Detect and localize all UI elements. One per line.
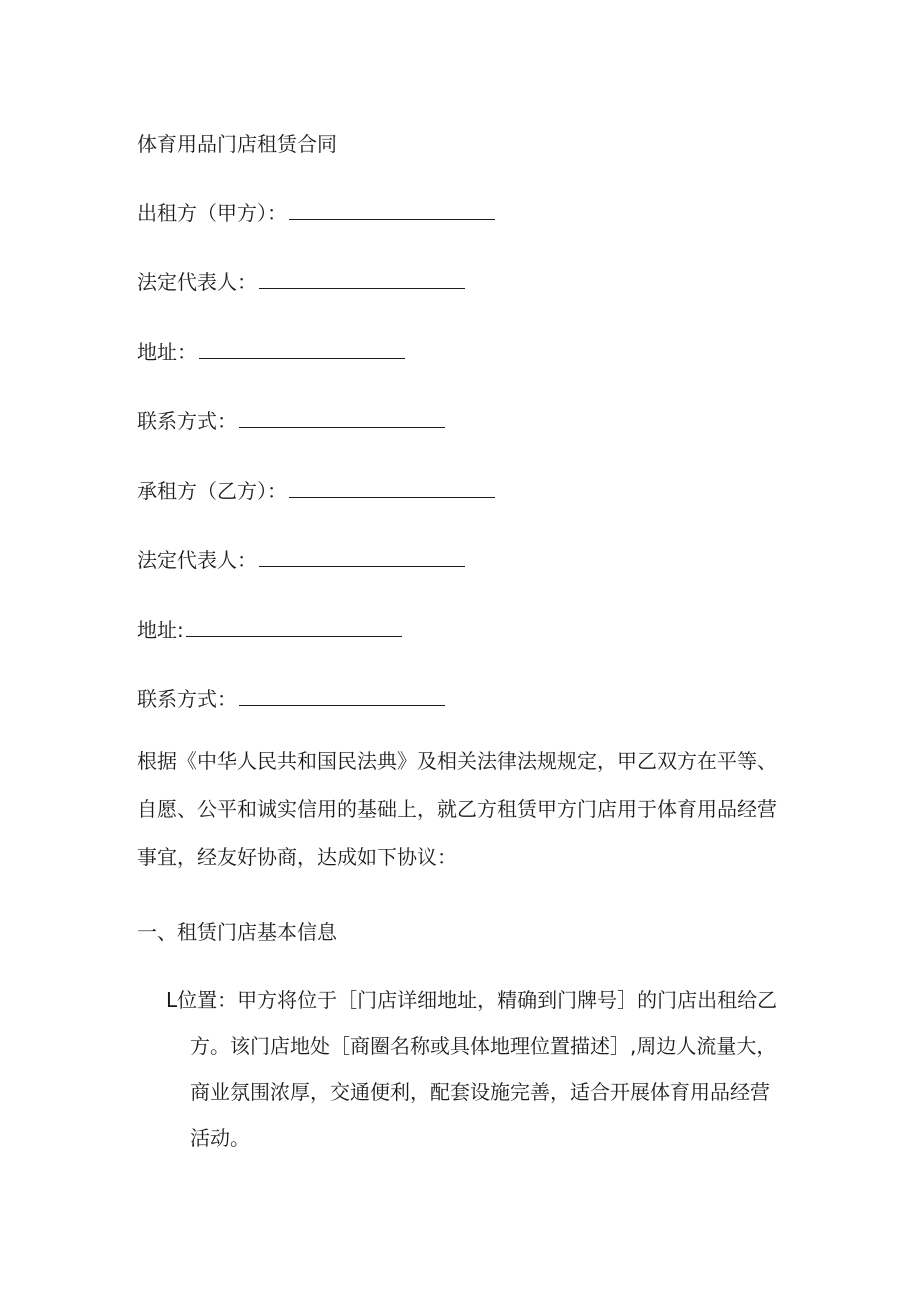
party-b-address-label: 地址: xyxy=(137,618,184,642)
item-line: 活动。 xyxy=(190,1126,250,1150)
party-a-rep-row xyxy=(137,268,465,296)
party-b-rep-row xyxy=(137,546,465,574)
party-a-contact-row xyxy=(137,407,445,435)
section-1-item-1 xyxy=(166,980,786,1158)
party-a-row xyxy=(137,199,495,227)
party-a-rep-blank xyxy=(259,268,465,289)
party-b-address-row xyxy=(137,616,402,644)
party-b-contact-row xyxy=(137,685,445,713)
preamble-line: 自愿、公平和诚实信用的基础上，就乙方租赁甲方门店用于体育用品经营 xyxy=(137,797,777,821)
party-b-rep-label: 法定代表人： xyxy=(137,548,257,572)
section-1-heading xyxy=(137,918,337,946)
item-line: 方。该门店地处［商圈名称或具体地理位置描述］,周边人流量大， xyxy=(190,1034,777,1058)
preamble-line: 事宜，经友好协商，达成如下协议： xyxy=(137,845,457,869)
party-a-blank xyxy=(289,199,495,220)
title-text: 体育用品门店租赁合同 xyxy=(137,132,337,156)
party-a-address-blank xyxy=(199,338,405,359)
party-b-rep-blank xyxy=(259,546,465,567)
party-a-address-label: 地址： xyxy=(137,340,197,364)
party-a-label: 出租方（甲方）： xyxy=(137,201,287,225)
preamble-paragraph xyxy=(137,741,797,877)
party-a-contact-label: 联系方式： xyxy=(137,409,237,433)
section-1-heading-text: 一、租赁门店基本信息 xyxy=(137,920,337,944)
preamble-line: 根据《中华人民共和国民法典》及相关法律法规规定，甲乙双方在平等、 xyxy=(137,749,777,773)
party-b-row xyxy=(137,477,495,505)
party-b-contact-label: 联系方式： xyxy=(137,687,237,711)
party-b-blank xyxy=(289,477,495,498)
party-a-rep-label: 法定代表人： xyxy=(137,270,257,294)
party-b-label: 承租方（乙方）： xyxy=(137,479,287,503)
party-b-address-blank xyxy=(186,616,402,637)
party-a-contact-blank xyxy=(239,407,445,428)
item-line: 商业氛围浓厚，交通便利，配套设施完善，适合开展体育用品经营 xyxy=(190,1080,770,1104)
party-b-contact-blank xyxy=(239,685,445,706)
item-line: L位置：甲方将位于［门店详细地址，精确到门牌号］的门店出租给乙 xyxy=(166,988,778,1012)
document-title xyxy=(137,130,337,158)
party-a-address-row xyxy=(137,338,405,366)
